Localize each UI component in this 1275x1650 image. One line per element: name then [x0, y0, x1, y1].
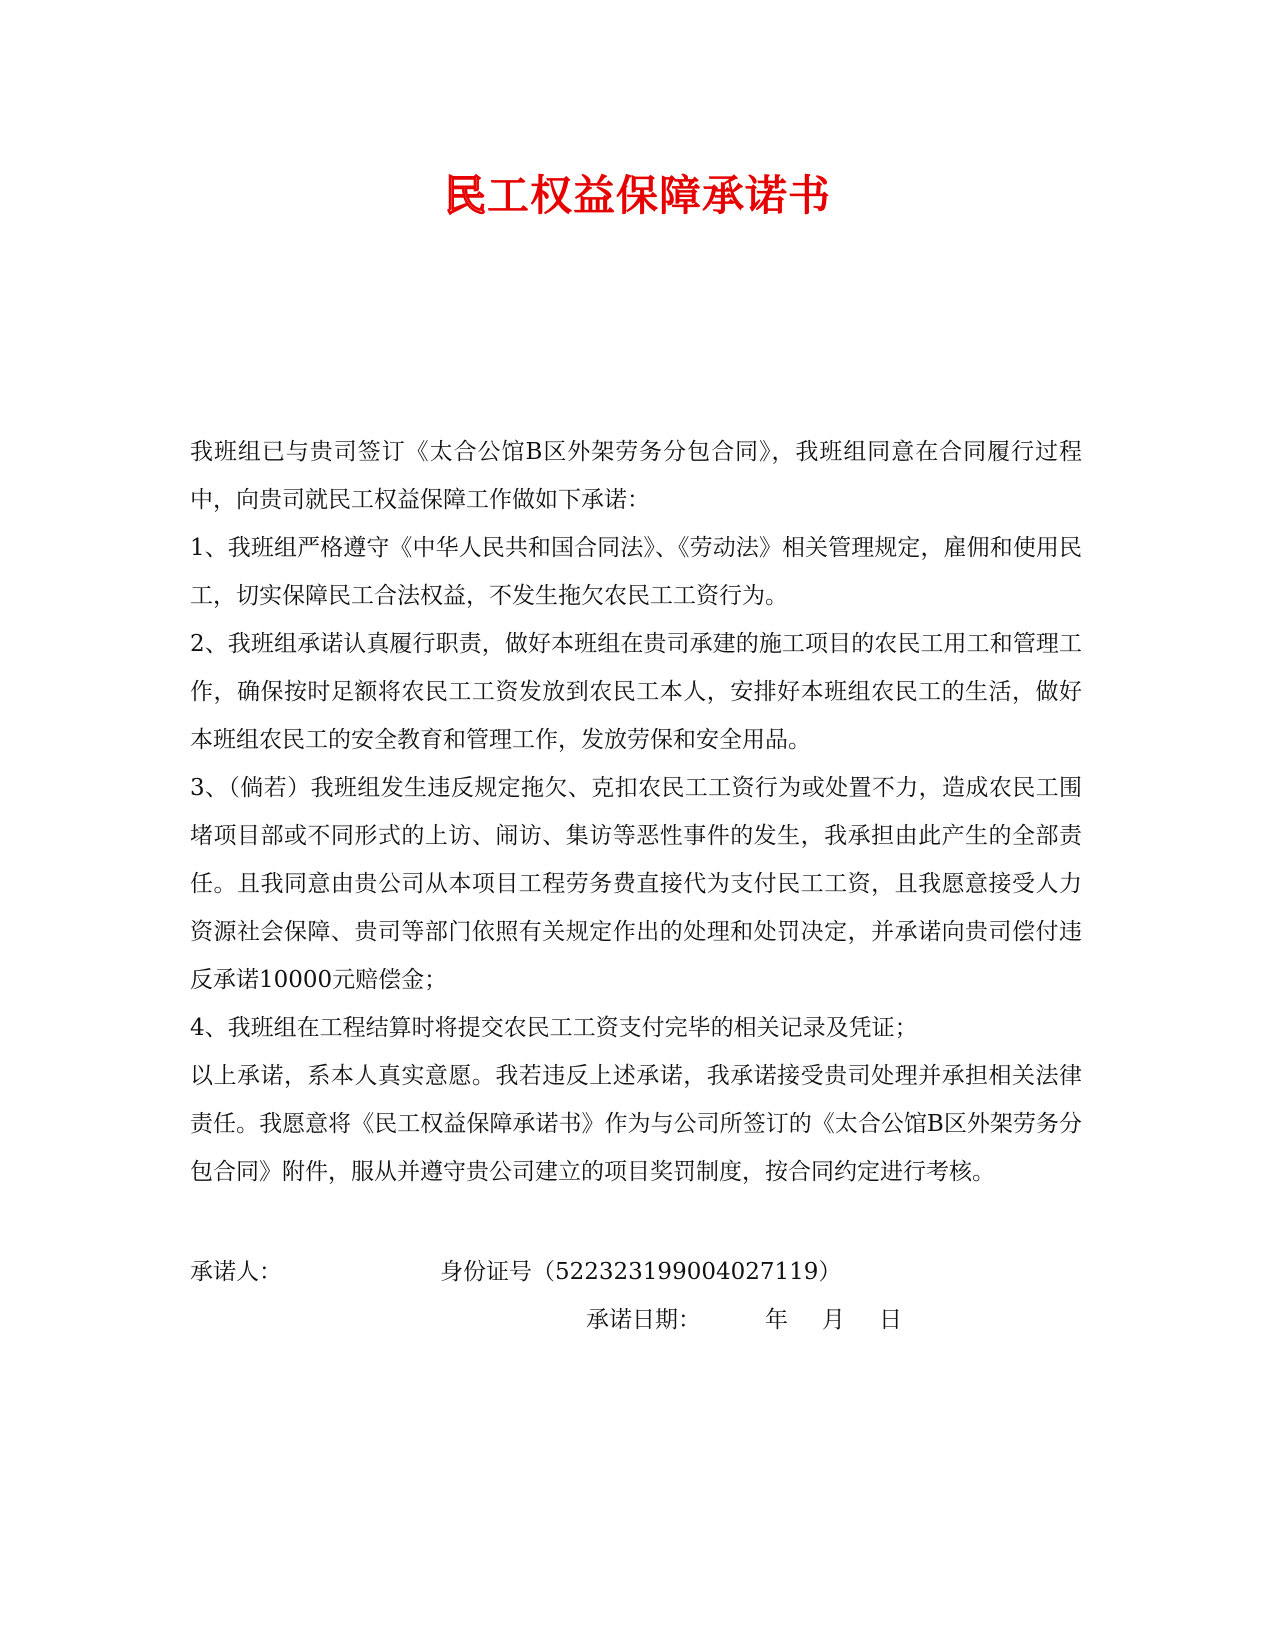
closing-paragraph: 以上承诺，系本人真实意愿。我若违反上述承诺，我承诺接受贵司处理并承担相关法律责任。我愿意将《民工权益保障承诺书》作为与公司所签订的《太合公馆B区外架劳务分包合同》附件，服从并遵守贵公司建立的项目奖罚制度，按合同约定进行考核。	[190, 1063, 1082, 1185]
clause-2: 2、我班组承诺认真履行职责，做好本班组在贵司承建的施工项目的农民工用工和管理工作，确保按时足额将农民工工资发放到农民工本人，安排好本班组农民工的生活，做好本班组农民工的安全教育和管理工作，发放劳保和安全用品。	[190, 631, 1082, 753]
clause-4: 4、我班组在工程结算时将提交农民工工资支付完毕的相关记录及凭证；	[190, 1015, 918, 1041]
month-label: 月	[822, 1307, 845, 1333]
date-line	[586, 1296, 902, 1344]
year-label: 年	[765, 1307, 788, 1333]
document-body	[190, 428, 1082, 1196]
signer-label: 承诺人：	[190, 1259, 282, 1285]
document-title	[0, 166, 1275, 226]
day-label: 日	[879, 1307, 902, 1333]
intro-paragraph: 我班组已与贵司签订《太合公馆B区外架劳务分包合同》，我班组同意在合同履行过程中，向贵司就民工权益保障工作做如下承诺：	[190, 439, 1082, 513]
signature-line	[190, 1248, 1082, 1296]
title-rest: 工权益保障承诺书	[487, 171, 832, 220]
clause-1: 1、我班组严格遵守《中华人民共和国合同法》、《劳动法》相关管理规定，雇佣和使用民工，切实保障民工合法权益，不发生拖欠农民工工资行为。	[190, 535, 1082, 609]
date-label: 承诺日期：	[586, 1307, 701, 1333]
title-first-char: 民	[443, 171, 487, 220]
id-number-label: 身份证号（522323199004027119）	[440, 1259, 842, 1285]
clause-3: 3、（倘若）我班组发生违反规定拖欠、克扣农民工工资行为或处置不力，造成农民工围堵项目部或不同形式的上访、闹访、集访等恶性事件的发生，我承担由此产生的全部责任。且我同意由贵公司从本项目工程劳务费直接代为支付民工工资，且我愿意接受人力资源社会保障、贵司等部门依照有关规定作出的处理和处罚决定，并承诺向贵司偿付违反承诺10000元赔偿金；	[190, 775, 1082, 993]
